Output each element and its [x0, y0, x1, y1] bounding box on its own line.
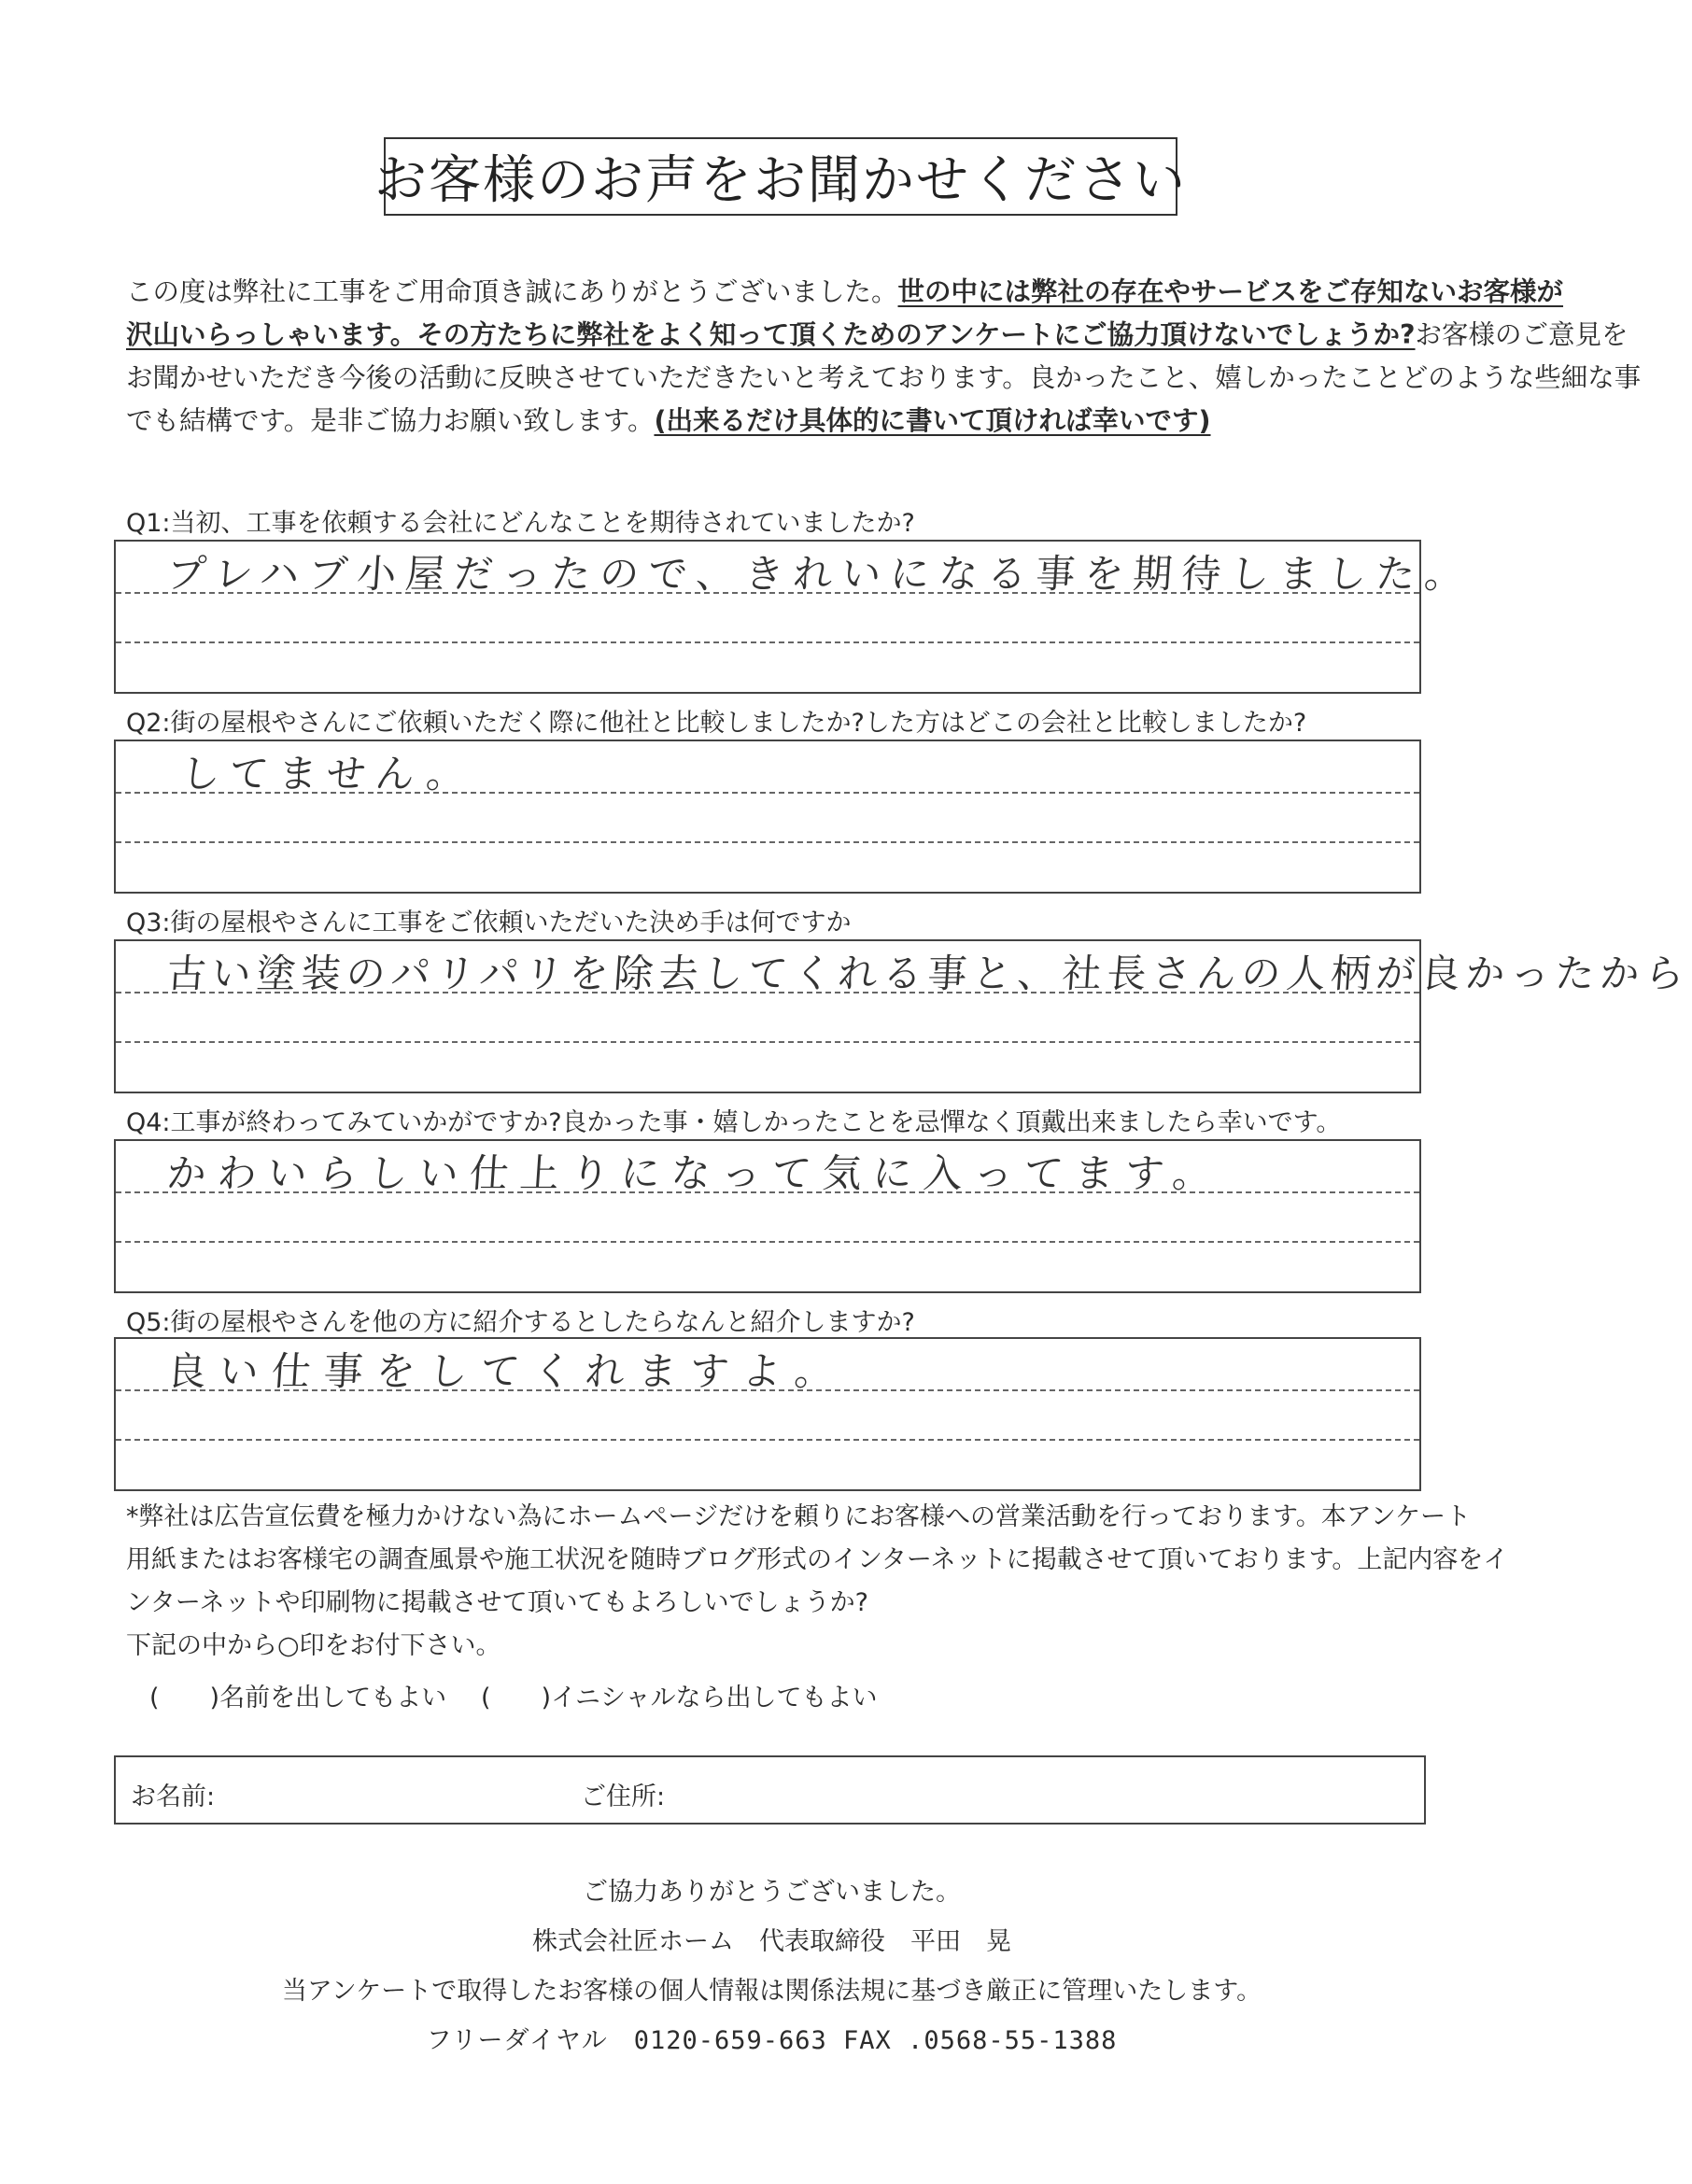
survey-title: お客様のお声をお聞かせください: [374, 150, 1187, 211]
intro-text: でも結構です。是非ご協力お願い致します。: [126, 405, 655, 436]
notice-line: *弊社は広告宣伝費を極力かけない為にホームページだけを頼りにお客様への営業活動を行っております。本アンケート: [126, 1502, 1472, 1531]
footer-contact: フリーダイヤル 0120-659-663 FAX .0568-55-1388: [426, 2026, 1118, 2055]
customer-info-box: [114, 1755, 1426, 1825]
footer-thanks: ご協力ありがとうございました。: [583, 1878, 961, 1907]
name-field-label[interactable]: お名前:: [131, 1782, 216, 1811]
question-1-answer: プレハブ小屋だったので、きれいになる事を期待しました。: [165, 551, 1475, 597]
publication-notice: [126, 1496, 1509, 1668]
question-5-label: Q5:街の屋根やさんを他の方に紹介するとしたらなんと紹介しますか?: [126, 1308, 915, 1337]
question-1-label: Q1:当初、工事を依頼する会社にどんなことを期待されていましたか?: [126, 509, 915, 538]
question-3-answer: 古い塗装のパリパリを除去してくれる事と、社長さんの人柄が良かったから: [165, 951, 1692, 996]
question-4-label: Q4:工事が終わってみていかがですか?良かった事・嬉しかったことを忌憚なく頂戴出来ましたら幸いです。: [126, 1108, 1342, 1137]
notice-line: 用紙またはお客様宅の調査風景や施工状況を随時ブログ形式のインターネットに掲載させて頂いております。上記内容をイ: [126, 1545, 1509, 1574]
intro-emphasis: 沢山いらっしゃいます。その方たちに弊社をよく知って頂くためのアンケートにご協力頂けないでしょうか?: [126, 319, 1416, 350]
intro-line-1: [126, 271, 1564, 314]
intro-text: この度は弊社に工事をご用命頂き誠にありがとうございました。: [126, 276, 898, 307]
intro-line-2: [126, 314, 1629, 357]
option-initials-ok[interactable]: ( )イニシャルなら出してもよい: [481, 1684, 878, 1712]
footer-company: 株式会社匠ホーム 代表取締役 平田 晃: [532, 1927, 1011, 1956]
answer-line: [116, 1241, 1419, 1243]
intro-line-3: [126, 357, 1642, 400]
question-2-answer-box[interactable]: [114, 740, 1421, 894]
question-2-label: Q2:街の屋根やさんにご依頼いただく際に他社と比較しましたか?した方はどこの会社と比較しましたか?: [126, 709, 1307, 738]
notice-line: ンターネットや印刷物に掲載させて頂いてもよろしいでしょうか?: [126, 1588, 868, 1617]
footer-privacy: 当アンケートで取得したお客様の個人情報は関係法規に基づき厳正に管理いたします。: [281, 1977, 1262, 2006]
question-4-answer-box[interactable]: [114, 1139, 1421, 1293]
answer-line: [116, 1439, 1419, 1441]
survey-title-box: [374, 137, 1187, 216]
question-5-answer: 良い仕事をしてくれますよ。: [165, 1348, 849, 1394]
intro-text: お客様のご意見を: [1415, 319, 1629, 350]
question-1-answer-box[interactable]: [114, 540, 1475, 694]
answer-line: [116, 1041, 1419, 1043]
question-4-answer: かわいらしい仕上りになって気に入ってます。: [165, 1150, 1225, 1196]
intro-text: お聞かせいただき今後の活動に反映させていただきたいと考えております。良かったこと、嬉しかったことどのような些細な事: [126, 362, 1642, 393]
question-3-label: Q3:街の屋根やさんに工事をご依頼いただいた決め手は何ですか: [126, 909, 852, 937]
question-5-answer-box[interactable]: [114, 1337, 1421, 1491]
notice-line: 下記の中から○印をお付下さい。: [126, 1631, 501, 1660]
answer-line: [116, 841, 1419, 843]
answer-line: [116, 641, 1419, 643]
option-name-ok[interactable]: ( )名前を出してもよい: [149, 1684, 447, 1712]
address-field-label[interactable]: ご住所:: [581, 1782, 666, 1811]
intro-paragraph: [126, 271, 1642, 443]
question-3-answer-box[interactable]: [114, 939, 1692, 1093]
intro-emphasis: 世の中には弊社の存在やサービスをご存知ないお客様が: [897, 276, 1564, 307]
question-2-answer: してません。: [179, 751, 477, 796]
intro-line-4: [126, 400, 1452, 443]
intro-emphasis: (出来るだけ具体的に書いて頂ければ幸いです): [654, 405, 1211, 436]
